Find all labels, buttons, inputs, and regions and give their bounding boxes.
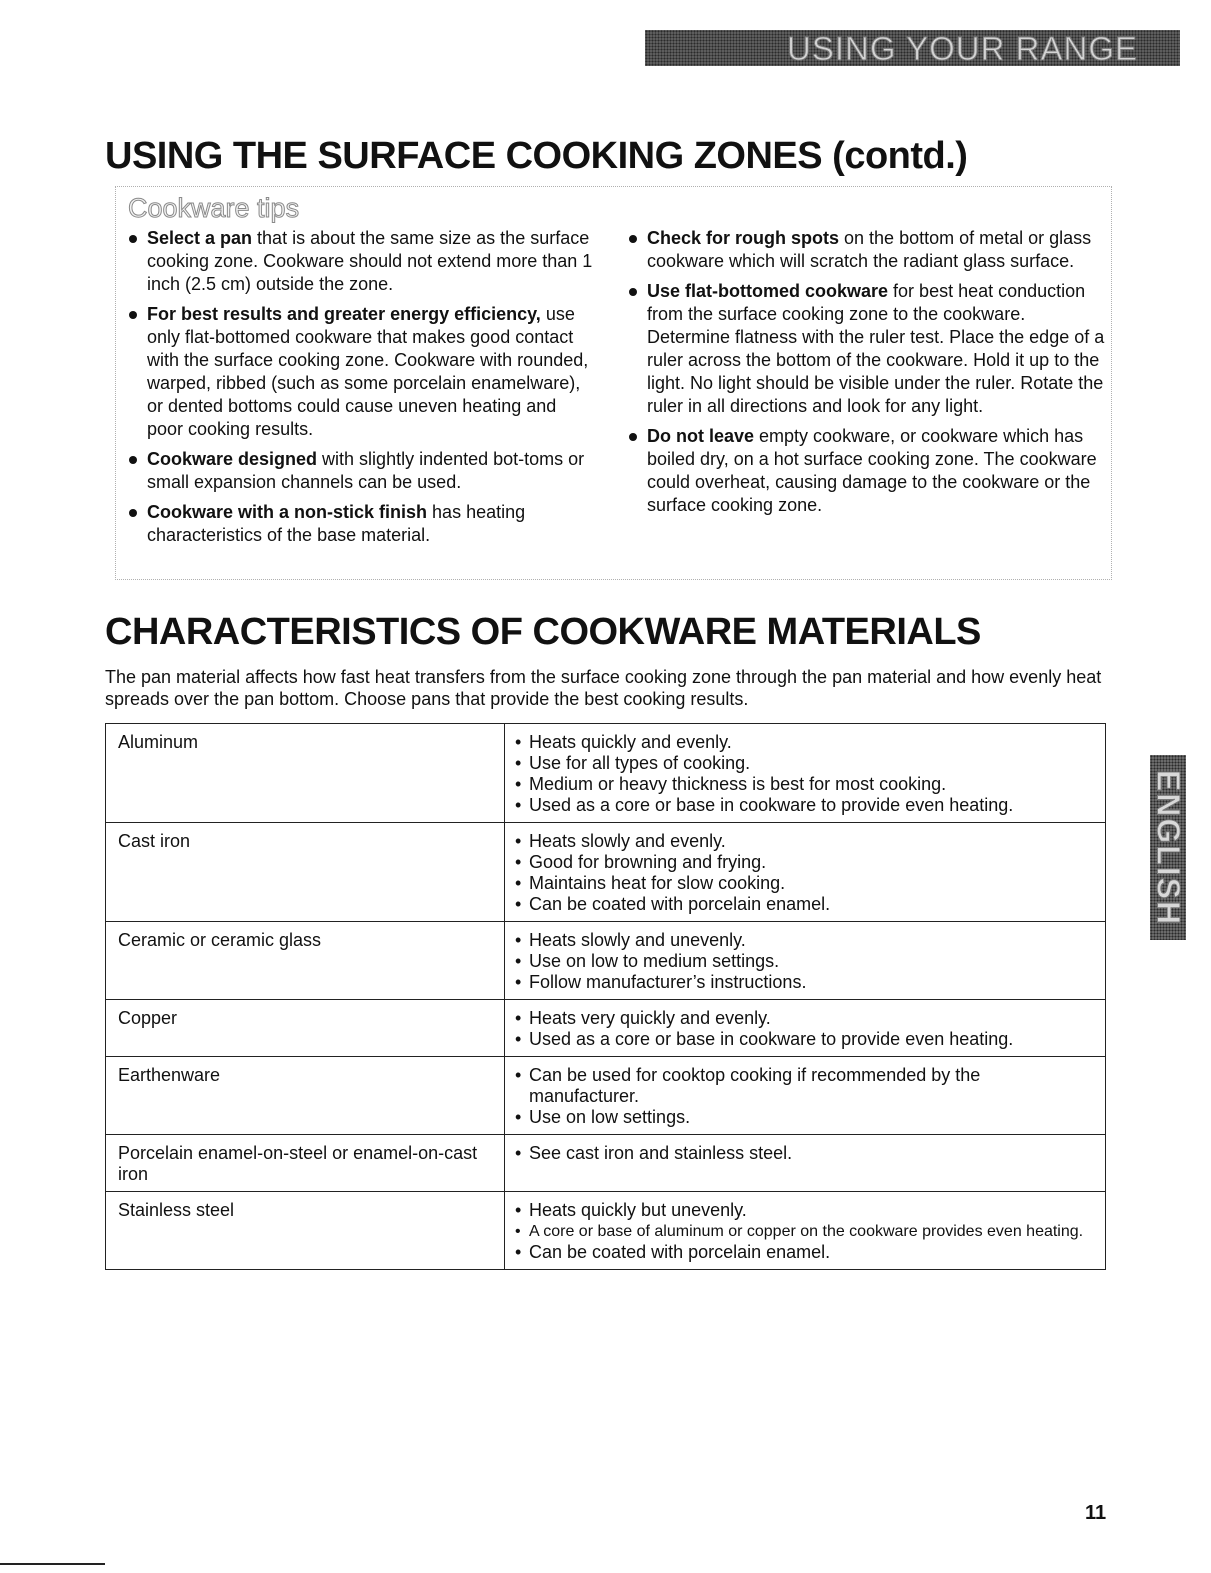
tips-right-column — [616, 227, 1106, 524]
tip-lead: For best results and greater energy efficiency, — [147, 304, 541, 324]
property-item: • Heats slowly and evenly. — [515, 831, 1095, 852]
bullet-icon — [629, 235, 637, 243]
property-item: • A core or base of aluminum or copper on the cookware provides even heating. — [515, 1221, 1095, 1242]
bullet-icon — [129, 311, 137, 319]
tip-text: that is about the same size as the surface cooking zone. Cookware should not extend more than 1 inch (2.5 cm) outside the zone. — [147, 228, 593, 294]
property-item: • Maintains heat for slow cooking. — [515, 873, 1095, 894]
property-item: • See cast iron and stainless steel. — [515, 1143, 1095, 1164]
tip-lead: Do not leave — [647, 426, 755, 446]
tip-text: use only flat-bottomed cookware that makes good contact with the surface cooking zone. Cookware with rounded, warped, ribbed (such as some porcelain enamelware), or dented bottoms could cause uneven heating and poor cooking results. — [147, 304, 589, 439]
table-row — [106, 724, 1106, 823]
tip-text: empty cookware, or cookware which has boiled dry, on a hot surface cooking zone. The cookware could overheat, causing damage to the cookware or the surface cooking zone. — [647, 426, 1097, 515]
material-properties — [505, 1135, 1106, 1192]
material-name: Cast iron — [106, 823, 505, 922]
bullet-icon — [129, 509, 137, 517]
property-item: • Can be coated with porcelain enamel. — [515, 894, 1095, 915]
tip-text: has heating characteristics of the base material. — [147, 502, 526, 545]
property-item: • Can be used for cooktop cooking if recommended by the manufacturer. — [515, 1065, 1095, 1107]
section-banner-label: USING YOUR RANGE — [787, 30, 1138, 67]
table-row — [106, 922, 1106, 1000]
property-item: • Heats quickly but unevenly. — [515, 1200, 1095, 1221]
material-properties — [505, 922, 1106, 1000]
material-name: Stainless steel — [106, 1192, 505, 1270]
property-item: • Good for browning and frying. — [515, 852, 1095, 873]
tip-item — [616, 425, 1106, 517]
property-item: • Used as a core or base in cookware to provide even heating. — [515, 795, 1095, 816]
material-name: Ceramic or ceramic glass — [106, 922, 505, 1000]
table-row — [106, 823, 1106, 922]
bullet-icon — [629, 433, 637, 441]
tip-text: with slightly indented bot-toms or small expansion channels can be used. — [147, 449, 585, 492]
table-row — [106, 1192, 1106, 1270]
section-banner — [645, 30, 1180, 66]
cookware-tips-box — [115, 186, 1112, 580]
property-item: • Can be coated with porcelain enamel. — [515, 1242, 1095, 1263]
property-item: • Follow manufacturer’s instructions. — [515, 972, 1095, 993]
tips-heading: Cookware tips — [128, 193, 300, 223]
bullet-icon — [129, 235, 137, 243]
table-row — [106, 1135, 1106, 1192]
property-item: • Use on low to medium settings. — [515, 951, 1095, 972]
tip-text: on the bottom of metal or glass cookware which will scratch the radiant glass surface. — [647, 228, 1092, 271]
tip-text: for best heat conduction from the surface cooking zone to the cookware. Determine flatness with the ruler test. Place the edge of a ruler across the bottom of the cookware. Hold it up to the light. No light should be visible under the ruler. Rotate the ruler in all directions and look for any light. — [647, 281, 1105, 416]
property-item: • Heats slowly and unevenly. — [515, 930, 1095, 951]
tip-lead: Select a pan — [147, 228, 253, 248]
material-name: Porcelain enamel-on-steel or enamel-on-cast iron — [106, 1135, 505, 1192]
material-properties — [505, 823, 1106, 922]
materials-intro: The pan material affects how fast heat transfers from the surface cooking zone through the pan material and how evenly heat spreads over the pan bottom. Choose pans that provide the best cooking results. — [105, 667, 1102, 709]
tip-item — [116, 501, 596, 547]
property-item: • Heats very quickly and evenly. — [515, 1008, 1095, 1029]
bullet-icon — [129, 456, 137, 464]
language-tab — [1150, 755, 1186, 940]
material-name: Copper — [106, 1000, 505, 1057]
page-title: USING THE SURFACE COOKING ZONES (contd.) — [105, 135, 968, 177]
tip-lead: Check for rough spots — [647, 228, 840, 248]
tip-item — [616, 280, 1106, 418]
table-row — [106, 1000, 1106, 1057]
property-item: • Use for all types of cooking. — [515, 753, 1095, 774]
material-properties — [505, 1192, 1106, 1270]
material-name: Earthenware — [106, 1057, 505, 1135]
tip-lead: Use flat-bottomed cookware — [647, 281, 889, 301]
material-properties — [505, 724, 1106, 823]
tip-item — [116, 303, 596, 441]
page-number: 11 — [1085, 1502, 1107, 1524]
bullet-icon — [629, 288, 637, 296]
material-properties — [505, 1057, 1106, 1135]
materials-table — [105, 723, 1106, 1270]
property-item: • Medium or heavy thickness is best for most cooking. — [515, 774, 1095, 795]
table-row — [106, 1057, 1106, 1135]
footer-rule — [0, 1563, 105, 1565]
property-item: • Used as a core or base in cookware to provide even heating. — [515, 1029, 1095, 1050]
tip-item — [116, 448, 596, 494]
materials-title: CHARACTERISTICS OF COOKWARE MATERIALS — [105, 611, 981, 653]
property-item: • Use on low settings. — [515, 1107, 1095, 1128]
property-item: • Heats quickly and evenly. — [515, 732, 1095, 753]
tips-left-column — [116, 227, 596, 554]
tip-item — [116, 227, 596, 296]
language-tab-label: ENGLISH — [1150, 769, 1187, 926]
tip-lead: Cookware with a non-stick finish — [147, 502, 428, 522]
tip-item — [616, 227, 1106, 273]
tip-lead: Cookware designed — [147, 449, 318, 469]
material-properties — [505, 1000, 1106, 1057]
material-name: Aluminum — [106, 724, 505, 823]
